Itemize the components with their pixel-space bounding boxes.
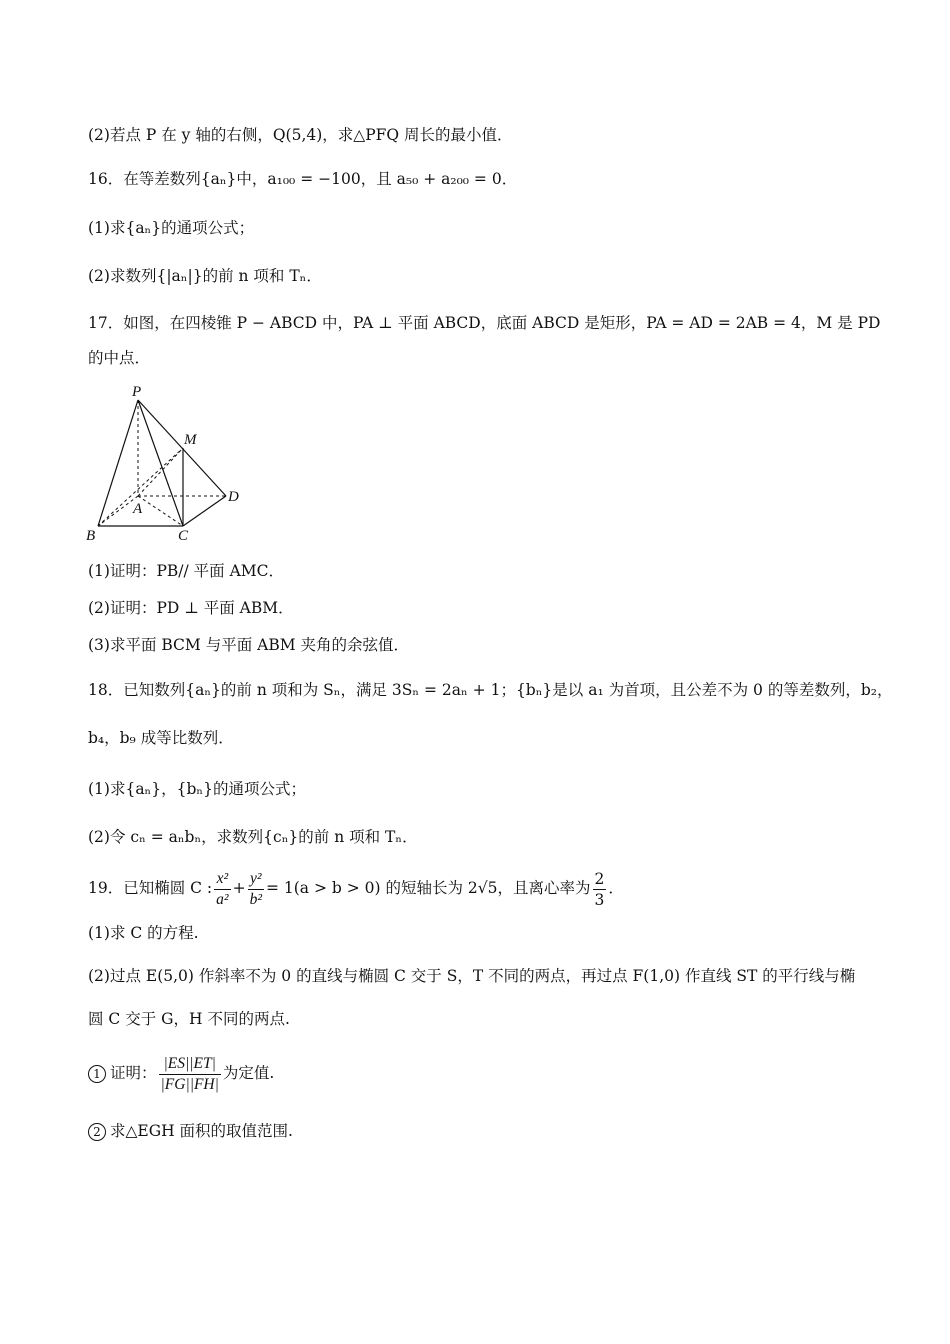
pyramid-figure bbox=[80, 380, 260, 545]
frac-den: |FG||FH| bbox=[160, 1075, 219, 1093]
frac-y2-b2 bbox=[248, 869, 264, 910]
q19-stem-end: ． bbox=[608, 879, 624, 897]
frac-ratio bbox=[159, 1054, 221, 1095]
frac-x2-a2 bbox=[214, 869, 230, 910]
label-B: B bbox=[86, 528, 96, 544]
frac-eccentricity bbox=[593, 869, 607, 910]
circled-number-2: 2 bbox=[88, 1123, 106, 1141]
edge-AM bbox=[138, 448, 183, 496]
q19-part2: (2)过点 E(5,0) 作斜率不为 0 的直线与椭圆 C 交于 S，T 不同的两点，再过点 F(1,0) 作直线 ST 的平行线与椭 bbox=[88, 967, 856, 985]
q17-part3: (3)求平面 BCM 与平面 ABM 夹角的余弦值． bbox=[88, 636, 410, 654]
q16-part1: (1)求{aₙ}的通项公式； bbox=[88, 219, 255, 237]
edge-PC bbox=[138, 400, 183, 526]
frac-num: 2 bbox=[594, 869, 605, 888]
label-P: P bbox=[132, 384, 142, 400]
q19-stem: 19．已知椭圆 C : $\frac{\text{x²}}{\text{a²}}$ + $\frac{\text{y²}}{\text{b²}}$ = 1(a > b > 0) 的短轴长为 2√5，且离心率为 $\frac{2}{3}$ ． bbox=[88, 869, 624, 909]
frac-den: 3 bbox=[594, 890, 605, 909]
q19-part2-cont: 圆 C 交于 G，H 不同的两点. bbox=[88, 1010, 290, 1028]
frac-num: x² bbox=[214, 869, 230, 890]
frac-num: y² bbox=[248, 869, 264, 890]
q18-part2: (2)令 cₙ = aₙbₙ，求数列{cₙ}的前 n 项和 Tₙ． bbox=[88, 828, 418, 846]
q18-part1: (1)求{aₙ}，{bₙ}的通项公式； bbox=[88, 780, 306, 798]
q17-stem-cont: 的中点． bbox=[88, 349, 151, 367]
q18-stem-cont: b₄，b₉ 成等比数列． bbox=[88, 729, 234, 747]
q19-sub2 bbox=[88, 1120, 293, 1142]
edge-PB bbox=[98, 400, 138, 526]
edge-AB bbox=[98, 496, 138, 526]
q16-stem: 16．在等差数列{aₙ}中，a₁₀₀ = −100，且 a₅₀ + a₂₀₀ = 0． bbox=[88, 170, 518, 188]
q19-part1: (1)求 C 的方程. bbox=[88, 924, 199, 942]
label-M: M bbox=[184, 432, 197, 448]
q19-sub1 bbox=[88, 1048, 274, 1098]
q17-part1: (1)证明：PB// 平面 AMC． bbox=[88, 562, 284, 580]
q17-part2: (2)证明：PD ⊥ 平面 ABM． bbox=[88, 599, 294, 617]
edge-CD bbox=[183, 496, 226, 526]
label-D: D bbox=[228, 489, 239, 505]
q16-part2: (2)求数列{|aₙ|}的前 n 项和 Tₙ． bbox=[88, 267, 322, 285]
circled-number-1: 1 bbox=[88, 1065, 106, 1083]
q18-stem: 18．已知数列{aₙ}的前 n 项和为 Sₙ，满足 3Sₙ = 2aₙ + 1；{bₙ}是以 a₁ 为首项，且公差不为 0 的等差数列，b₂， bbox=[88, 681, 893, 699]
q19-stem-post: = 1(a > b > 0) 的短轴长为 2√5，且离心率为 bbox=[265, 879, 591, 897]
frac-den: b² bbox=[249, 890, 262, 908]
label-A: A bbox=[133, 501, 143, 517]
frac-num: |ES||ET| bbox=[159, 1054, 221, 1075]
q15-part2: (2)若点 P 在 y 轴的右侧，Q(5,4)，求△PFQ 周长的最小值． bbox=[88, 126, 513, 144]
frac-den: a² bbox=[216, 890, 229, 908]
edge-AC bbox=[138, 496, 183, 526]
q19-sub2-text: 求△EGH 面积的取值范围. bbox=[110, 1122, 293, 1140]
q19-sub1-post: 为定值. bbox=[222, 1064, 275, 1082]
q17-stem: 17．如图，在四棱锥 P − ABCD 中，PA ⊥ 平面 ABCD，底面 ABCD 是矩形，PA = AD = 2AB = 4，M 是 PD bbox=[88, 314, 881, 332]
q19-stem-pre: 19．已知椭圆 C : bbox=[88, 879, 213, 897]
label-C: C bbox=[178, 528, 189, 544]
q19-sub1-pre: 证明： bbox=[110, 1064, 157, 1082]
